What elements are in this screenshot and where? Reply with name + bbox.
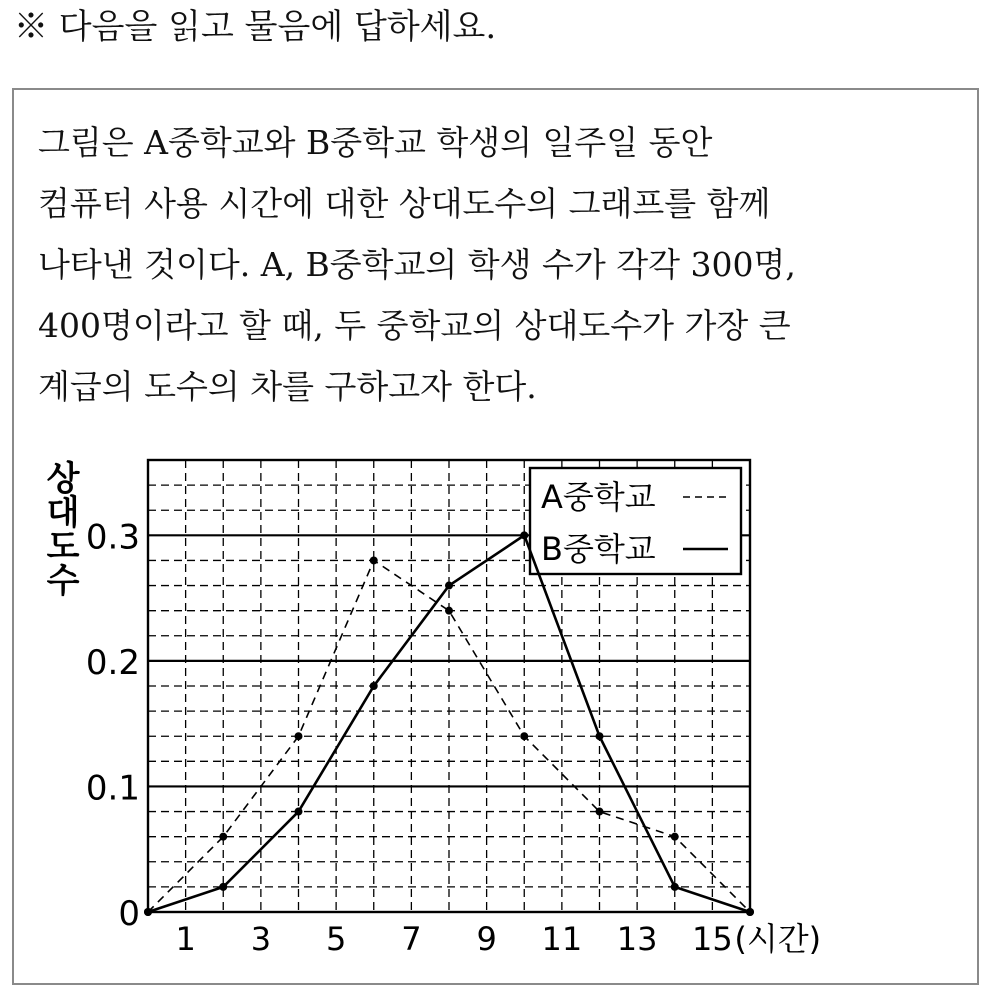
y-axis-label-char: 수 xyxy=(46,561,80,601)
data-point xyxy=(520,732,528,740)
x-tick-label: 7 xyxy=(401,920,422,958)
y-tick-label: 0.1 xyxy=(85,768,140,809)
y-tick-label: 0.2 xyxy=(85,642,140,683)
x-tick-label: 3 xyxy=(250,920,272,958)
data-point xyxy=(370,556,378,564)
instruction-text: ※ 다음을 읽고 물음에 답하세요. xyxy=(14,7,497,47)
x-axis-label: (시간) xyxy=(734,920,822,958)
legend-label: A중학교 xyxy=(541,478,656,516)
x-tick-label: 1 xyxy=(175,920,196,958)
data-point xyxy=(596,808,604,816)
problem-line: 400명이라고 할 때, 두 중학교의 상대도수가 가장 큰 xyxy=(38,306,791,345)
x-tick-label: 15 xyxy=(692,920,733,958)
problem-line: 그림은 A중학교와 B중학교 학생의 일주일 동안 xyxy=(38,123,713,162)
x-tick-label: 9 xyxy=(476,920,497,958)
legend-label: B중학교 xyxy=(541,530,656,568)
y-axis-label-char: 도 xyxy=(46,527,80,567)
y-axis-label-char: 상 xyxy=(46,459,80,499)
x-tick-label: 13 xyxy=(616,920,658,958)
data-point xyxy=(671,833,679,841)
data-point xyxy=(520,531,528,539)
x-tick-label: 5 xyxy=(325,920,347,958)
problem-line: 나타낸 것이다. A, B중학교의 학생 수가 각각 300명, xyxy=(38,245,796,284)
data-point xyxy=(219,833,227,841)
y-axis-label-char: 대 xyxy=(46,493,80,533)
y-tick-label: 0 xyxy=(118,894,140,934)
data-point xyxy=(295,732,303,740)
data-point xyxy=(295,808,303,816)
data-point xyxy=(671,883,679,891)
problem-line: 컴퓨터 사용 시간에 대한 상대도수의 그래프를 함께 xyxy=(38,184,771,223)
x-tick-label: 11 xyxy=(541,920,583,958)
data-point xyxy=(445,582,453,590)
data-point xyxy=(596,732,604,740)
data-point xyxy=(445,607,453,615)
y-tick-label: 0.3 xyxy=(85,517,140,558)
data-point xyxy=(144,908,152,916)
data-point xyxy=(219,883,227,891)
problem-line: 계급의 도수의 차를 구하고자 한다. xyxy=(38,367,537,406)
data-point xyxy=(746,908,754,916)
data-point xyxy=(370,682,378,690)
